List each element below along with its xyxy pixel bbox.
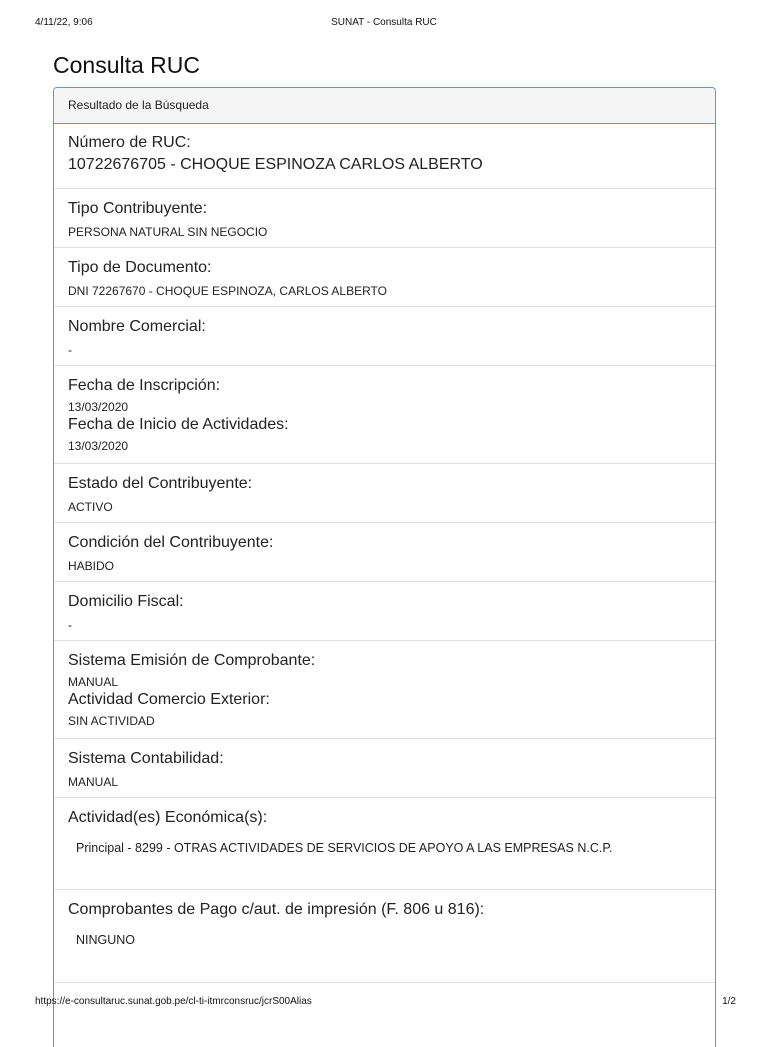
print-title: SUNAT - Consulta RUC: [331, 17, 437, 28]
row-estado: [54, 464, 715, 523]
row-nombre-comercial: [54, 307, 715, 366]
ruc-label: Número de RUC:: [68, 134, 191, 151]
comprobantes-label: Comprobantes de Pago c/aut. de impresión (F. 806 u 816):: [68, 901, 485, 918]
row-condicion: [54, 523, 715, 582]
actividad-comercio-label: Actividad Comercio Exterior:: [68, 691, 270, 708]
sistema-emision-label: Sistema Emisión de Comprobante:: [68, 652, 316, 669]
tipo-contribuyente-value: PERSONA NATURAL SIN NEGOCIO: [68, 225, 268, 239]
actividades-economicas-label: Actividad(es) Económica(s):: [68, 809, 268, 826]
tipo-documento-value: DNI 72267670 - CHOQUE ESPINOZA, CARLOS ALBERTO: [68, 284, 388, 298]
tipo-documento-label: Tipo de Documento:: [68, 259, 212, 276]
print-footer: [0, 996, 768, 1010]
fecha-inicio-label: Fecha de Inicio de Actividades:: [68, 416, 289, 433]
page-title: Consulta RUC: [53, 52, 200, 78]
row-sistema-emision: [54, 641, 715, 739]
print-date: 4/11/22, 9:06: [35, 17, 93, 28]
row-ruc: [54, 124, 715, 189]
ruc-value: 10722676705 - CHOQUE ESPINOZA CARLOS ALBERTO: [68, 156, 483, 173]
estado-label: Estado del Contribuyente:: [68, 475, 253, 492]
row-tipo-contribuyente: [54, 189, 715, 248]
fecha-inscripcion-value: 13/03/2020: [68, 400, 129, 414]
fecha-inicio-value: 13/03/2020: [68, 439, 129, 453]
sistema-contabilidad-value: MANUAL: [68, 775, 119, 789]
row-comprobantes: [54, 890, 715, 983]
tipo-contribuyente-label: Tipo Contribuyente:: [68, 200, 208, 217]
condicion-label: Condición del Contribuyente:: [68, 534, 274, 551]
actividad-principal-value: Principal - 8299 - OTRAS ACTIVIDADES DE SERVICIOS DE APOYO A LAS EMPRESAS N.C.P.: [76, 841, 613, 855]
fecha-inscripcion-label: Fecha de Inscripción:: [68, 377, 221, 394]
actividad-comercio-value: SIN ACTIVIDAD: [68, 714, 155, 728]
domicilio-label: Domicilio Fiscal:: [68, 593, 184, 610]
sistema-emision-value: MANUAL: [68, 675, 119, 689]
row-fechas: [54, 366, 715, 464]
row-actividades-economicas: [54, 798, 715, 890]
row-domicilio: [54, 582, 715, 641]
row-sistema-contabilidad: [54, 739, 715, 798]
condicion-value: HABIDO: [68, 559, 115, 573]
nombre-comercial-label: Nombre Comercial:: [68, 318, 206, 335]
comprobantes-value: NINGUNO: [76, 933, 136, 947]
print-header: [0, 17, 768, 31]
sistema-contabilidad-label: Sistema Contabilidad:: [68, 750, 224, 767]
page-url: https://e-consultaruc.sunat.gob.pe/cl-ti-itmrconsruc/jcrS00Alias: [35, 996, 312, 1007]
domicilio-value: -: [68, 618, 72, 632]
nombre-comercial-value: -: [68, 343, 72, 357]
panel-heading: Resultado de la Búsqueda: [54, 88, 715, 124]
results-panel: [53, 87, 716, 1047]
estado-value: ACTIVO: [68, 500, 113, 514]
row-tipo-documento: [54, 248, 715, 307]
page-number: 1/2: [722, 996, 736, 1007]
